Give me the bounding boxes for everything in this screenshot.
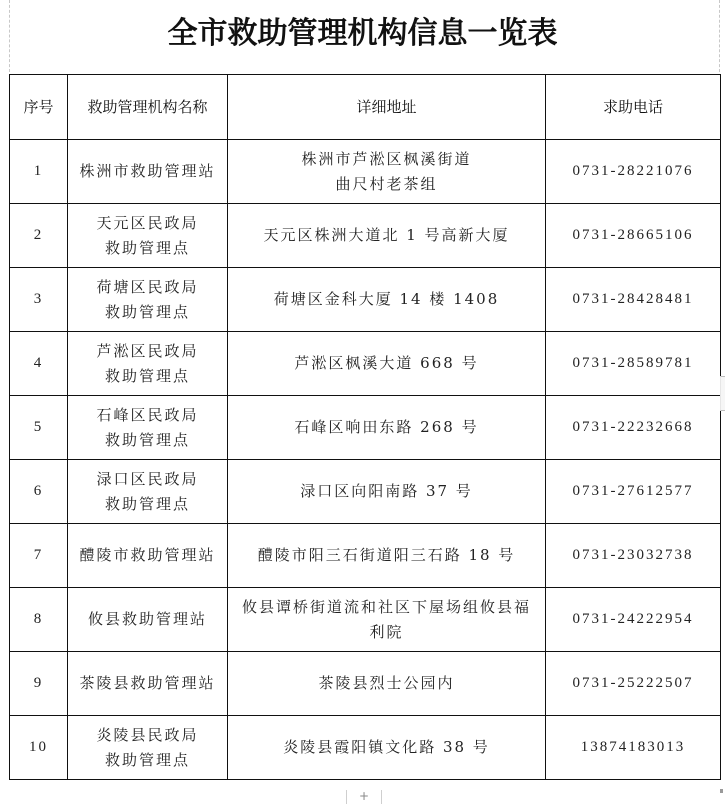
name-line: 攸县救助管理站 — [87, 610, 207, 628]
cell-seq: 3 — [10, 268, 68, 332]
cell-seq: 2 — [10, 204, 68, 268]
table-row — [10, 652, 721, 716]
cell-phone: 0731-28589781 — [546, 332, 721, 396]
name-line: 芦淞区民政局 — [96, 341, 199, 360]
name-line: 救助管理点 — [104, 430, 190, 449]
cell-agency-name — [68, 268, 228, 332]
cell-seq: 7 — [10, 524, 68, 588]
cell-address — [228, 204, 546, 268]
address-line: 茶陵县烈士公园内 — [318, 674, 455, 692]
cell-agency-name — [68, 460, 228, 524]
table-row — [10, 524, 721, 588]
name-line: 天元区民政局 — [96, 213, 199, 232]
table-header-row — [10, 75, 721, 140]
cell-phone: 0731-22232668 — [546, 396, 721, 460]
cell-seq: 5 — [10, 396, 68, 460]
cell-seq: 1 — [10, 140, 68, 204]
table-row — [10, 588, 721, 652]
table-row — [10, 204, 721, 268]
plus-icon: + — [358, 789, 370, 803]
cell-address — [228, 268, 546, 332]
rescue-agency-table — [9, 74, 721, 780]
table-row — [10, 268, 721, 332]
cell-seq: 10 — [10, 716, 68, 780]
header-seq: 序号 — [10, 75, 68, 140]
cell-seq: 4 — [10, 332, 68, 396]
cell-agency-name — [68, 652, 228, 716]
address-line: 天元区株洲大道北 1 号高新大厦 — [263, 226, 510, 244]
table-row — [10, 396, 721, 460]
cell-address — [228, 652, 546, 716]
cell-phone: 0731-28221076 — [546, 140, 721, 204]
address-line: 攸县谭桥街道流和社区下屋场组攸县福 — [241, 597, 531, 616]
name-line: 救助管理点 — [104, 238, 190, 257]
header-agency-name: 救助管理机构名称 — [68, 75, 228, 140]
name-line: 茶陵县救助管理站 — [79, 674, 216, 692]
name-line: 救助管理点 — [104, 366, 190, 385]
address-line: 炎陵县霞阳镇文化路 38 号 — [283, 738, 490, 756]
name-line: 救助管理点 — [104, 494, 190, 513]
table-resize-handle[interactable] — [720, 376, 725, 411]
cell-phone: 0731-28665106 — [546, 204, 721, 268]
table-row — [10, 716, 721, 780]
cell-phone: 0731-27612577 — [546, 460, 721, 524]
cell-phone: 13874183013 — [546, 716, 721, 780]
header-phone: 求助电话 — [546, 75, 721, 140]
cell-agency-name — [68, 332, 228, 396]
cell-seq: 8 — [10, 588, 68, 652]
name-line: 石峰区民政局 — [96, 405, 199, 424]
address-line: 利院 — [369, 622, 404, 641]
table-row — [10, 140, 721, 204]
cell-address — [228, 716, 546, 780]
cell-phone: 0731-24222954 — [546, 588, 721, 652]
cell-seq: 6 — [10, 460, 68, 524]
cell-address — [228, 588, 546, 652]
cell-agency-name — [68, 524, 228, 588]
cell-seq: 9 — [10, 652, 68, 716]
table-row — [10, 332, 721, 396]
cell-phone: 0731-23032738 — [546, 524, 721, 588]
cell-agency-name — [68, 140, 228, 204]
address-line: 荷塘区金科大厦 14 楼 1408 — [273, 290, 500, 308]
cell-phone: 0731-28428481 — [546, 268, 721, 332]
name-line: 救助管理点 — [104, 750, 190, 769]
cell-phone: 0731-25222507 — [546, 652, 721, 716]
address-line: 株洲市芦淞区枫溪街道 — [301, 149, 472, 168]
cell-address — [228, 140, 546, 204]
name-line: 渌口区民政局 — [96, 469, 199, 488]
document-title: 全市救助管理机构信息一览表 — [167, 16, 558, 51]
address-line: 醴陵市阳三石街道阳三石路 18 号 — [257, 546, 516, 564]
cell-agency-name — [68, 716, 228, 780]
name-line: 炎陵县民政局 — [96, 725, 199, 744]
address-line: 芦淞区枫溪大道 668 号 — [294, 354, 479, 372]
cell-address — [228, 460, 546, 524]
cell-agency-name — [68, 204, 228, 268]
name-line: 救助管理点 — [104, 302, 190, 321]
table-row — [10, 460, 721, 524]
address-line: 石峰区响田东路 268 号 — [294, 418, 479, 436]
cell-address — [228, 524, 546, 588]
name-line: 荷塘区民政局 — [96, 277, 199, 296]
cell-agency-name — [68, 588, 228, 652]
cell-agency-name — [68, 396, 228, 460]
address-line: 渌口区向阳南路 37 号 — [300, 482, 473, 500]
cell-address — [228, 332, 546, 396]
cell-address — [228, 396, 546, 460]
name-line: 醴陵市救助管理站 — [79, 546, 216, 564]
address-line: 曲尺村老茶组 — [335, 174, 438, 193]
header-address: 详细地址 — [228, 75, 546, 140]
table-corner-resize-icon[interactable] — [720, 789, 723, 793]
name-line: 株洲市救助管理站 — [79, 162, 216, 180]
